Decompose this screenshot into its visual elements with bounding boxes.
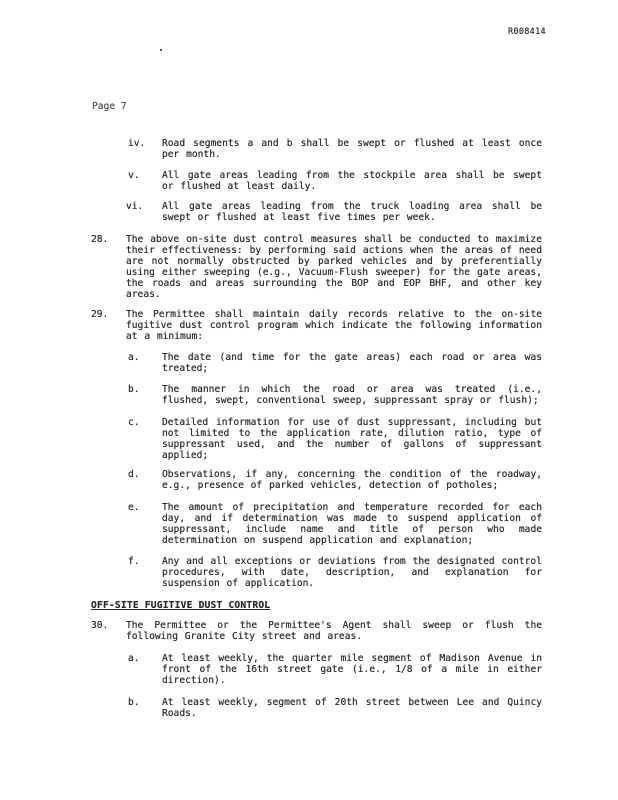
sub-item-label: iv.	[128, 138, 146, 149]
paragraph-29-intro: The Permittee shall maintain daily records relative to the on-site fugitive dust control program which indicate the following information at a minimum:	[126, 309, 542, 342]
section-heading: OFF-SITE FUGITIVE DUST CONTROL	[91, 600, 271, 611]
list-item-text: Observations, if any, concerning the condition of the roadway, e.g., presence of parked vehicles, detection of potholes;	[162, 469, 542, 491]
paragraph-number: 29.	[91, 309, 109, 320]
paragraph-30-intro: The Permittee or the Permittee's Agent shall sweep or flush the following Granite City street and areas.	[126, 620, 542, 642]
scan-speck	[160, 49, 162, 51]
list-item-label: b.	[128, 697, 140, 708]
list-item-text: Detailed information for use of dust suppressant, including but not limited to the application rate, dilution ratio, type of suppressant used, and the number of gallons of suppressant applied;	[162, 417, 542, 461]
list-item-text: Any and all exceptions or deviations from the designated control procedures, with date, description, and explanation for suspension of application.	[162, 556, 542, 589]
document-id: R008414	[508, 27, 546, 37]
list-item-label: a.	[128, 352, 140, 363]
sub-item-text: All gate areas leading from the truck loading area shall be swept or flushed at least five times per week.	[162, 201, 542, 223]
page-label: Page 7	[92, 101, 127, 112]
paragraph-28-text: The above on-site dust control measures shall be conducted to maximize their effectiveness: by performing said actions when the areas of need are not normally obstructed by parked vehicles and by preferentially using either sweeping (e.g., Vacuum-Flush sweeper) for the gate areas, the roads and areas surrounding the BOP and EOP BHF, and other key areas.	[126, 234, 542, 300]
list-item-label: b.	[128, 384, 140, 395]
list-item-label: f.	[128, 556, 140, 567]
sub-item-text: Road segments a and b shall be swept or flushed at least once per month.	[162, 138, 542, 160]
sub-item-label: vi.	[126, 201, 144, 212]
list-item-text: At least weekly, segment of 20th street between Lee and Quincy Roads.	[162, 697, 542, 719]
list-item-label: e.	[128, 502, 140, 513]
list-item-text: The amount of precipitation and temperature recorded for each day, and if determination was made to suspend application of suppressant, include name and title of person who made determination on suspend application and explanation;	[162, 502, 542, 546]
list-item-label: c.	[128, 417, 140, 428]
list-item-label: d.	[128, 469, 140, 480]
list-item-text: The manner in which the road or area was treated (i.e., flushed, swept, conventional sweep, suppressant spray or flush);	[162, 384, 542, 406]
sub-item-text: All gate areas leading from the stockpile area shall be swept or flushed at least daily.	[162, 170, 542, 192]
paragraph-number: 30.	[91, 620, 109, 631]
list-item-text: The date (and time for the gate areas) each road or area was treated;	[162, 352, 542, 374]
paragraph-number: 28.	[91, 234, 109, 245]
list-item-text: At least weekly, the quarter mile segment of Madison Avenue in front of the 16th street gate (i.e., 1/8 of a mile in either direction).	[162, 653, 542, 686]
list-item-label: a.	[128, 653, 140, 664]
sub-item-label: v.	[128, 170, 140, 181]
